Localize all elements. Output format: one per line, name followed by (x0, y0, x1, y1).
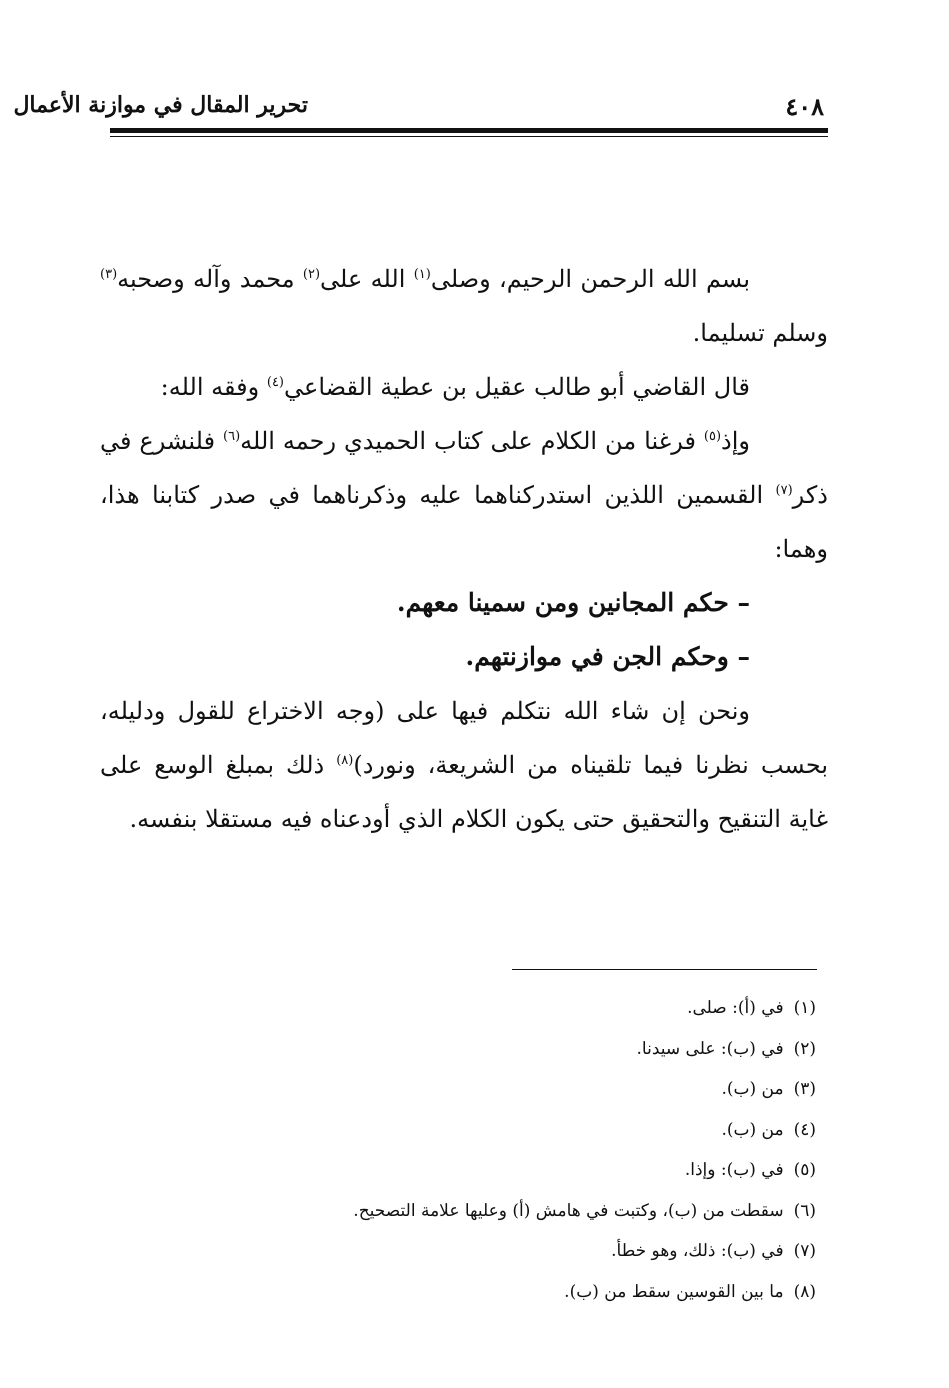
footnote-ref: (٧) (775, 483, 793, 498)
footnote-number: (٤) (793, 1119, 816, 1140)
footnote-ref: (٥) (703, 429, 722, 444)
footnote-item (110, 1272, 816, 1313)
footnote-item (110, 1191, 816, 1232)
footnote-item (110, 1069, 816, 1110)
text-run: ونحن إن شاء الله نتكلم فيها على (وجه الاختراع للقول ودليله، بحسب نظرنا فيما تلقيناه من الشريعة، ونورد) (100, 697, 828, 779)
footnote-text: في (ب): على سيدنا. (636, 1038, 784, 1059)
footnote-item (110, 1110, 816, 1151)
text-run: وإذ (721, 427, 750, 455)
footnote-item (110, 988, 816, 1029)
text-run: بسم الله الرحمن الرحيم، وصلى (430, 265, 751, 293)
footnote-ref: (٣) (100, 267, 118, 282)
footnote-text: ما بين القوسين سقط من (ب). (564, 1281, 784, 1302)
text-run: فلنشرع في ذكر (100, 427, 828, 509)
footnote-text: سقطت من (ب)، وكتبت في هامش (أ) وعليها علامة التصحيح. (353, 1200, 784, 1221)
footnotes-list (110, 988, 816, 1312)
footnote-text: من (ب). (721, 1079, 784, 1099)
paragraph-method (100, 684, 828, 846)
running-header (13, 92, 828, 126)
header-rule (110, 128, 828, 133)
text-run: فرغنا من الكلام على كتاب الحميدي رحمه الله (240, 427, 704, 455)
footnote-number: (٦) (793, 1200, 816, 1221)
text-run: الله على (320, 265, 414, 293)
text-run: وسلم تسليما. (692, 319, 828, 347)
footnote-separator (512, 969, 817, 970)
footnote-number: (٧) (793, 1241, 816, 1261)
text-run: ذلك بمبلغ الوسع على غاية التنقيح والتحقيق حتى يكون الكلام الذي أودعناه فيه مستقلا بنفسه. (100, 751, 828, 833)
footnote-text: في (ب): وإذا. (684, 1160, 784, 1180)
footnote-number: (٥) (793, 1160, 816, 1180)
text-run: القسمين اللذين استدركناهما عليه وذكرناهما في صدر كتابنا هذا، وهما: (100, 481, 828, 563)
text-run: قال القاضي أبو طالب عقيل بن عطية القضاعي (284, 373, 750, 401)
footnote-text: من (ب). (721, 1119, 784, 1140)
footnote-ref: (٨) (336, 753, 354, 768)
paragraph-basmala (100, 252, 828, 360)
bullet-item-2: – وحكم الجن في موازنتهم. (465, 642, 750, 671)
footnote-number: (٢) (793, 1038, 816, 1059)
page-number: ٤٠٨ (785, 92, 824, 121)
footnote-item (110, 1150, 816, 1191)
footnote-text: في (أ): صلى. (687, 998, 784, 1018)
footnote-ref: (١) (413, 267, 431, 282)
text-run: محمد وآله وصحبه (117, 265, 303, 293)
footnote-item (110, 1029, 816, 1070)
header-rule-thin (110, 136, 828, 137)
bullet-item-1: – حكم المجانين ومن سمينا معهم. (396, 588, 750, 617)
main-text (100, 252, 828, 846)
footnote-number: (٣) (793, 1079, 816, 1099)
text-run: وفقه الله: (160, 373, 267, 401)
footnote-number: (٨) (793, 1281, 816, 1302)
paragraph-author (100, 360, 828, 414)
footnote-ref: (٢) (302, 267, 321, 282)
footnote-ref: (٦) (223, 429, 241, 444)
footnote-item (110, 1231, 816, 1272)
footnote-ref: (٤) (266, 375, 284, 390)
paragraph-intro (100, 414, 828, 576)
running-title: تحرير المقال في موازنة الأعمال (13, 92, 308, 118)
footnote-number: (١) (793, 998, 816, 1018)
footnote-text: في (ب): ذلك، وهو خطأ. (611, 1241, 784, 1261)
